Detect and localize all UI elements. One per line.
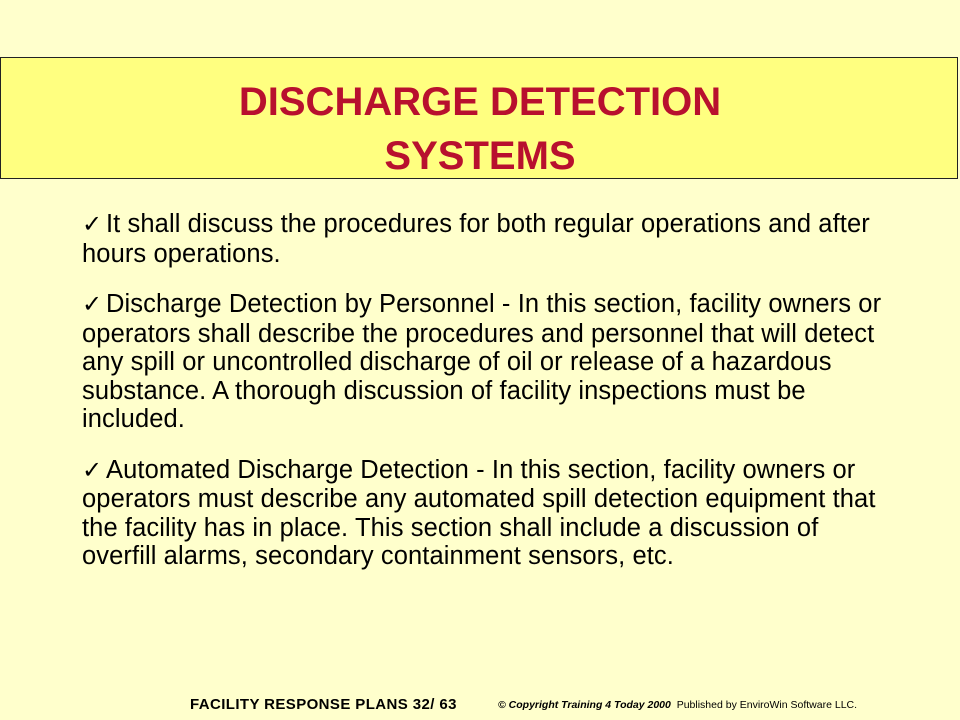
footer-course-name: FACILITY RESPONSE PLANS	[190, 696, 409, 713]
bullet-item	[82, 456, 882, 571]
footer-copyright: © Copyright Training 4 Today 2000	[498, 699, 671, 711]
bullet-text: Discharge Detection by Personnel - In this section, facility owners or operators shall describe the procedures and personnel that will detect any spill or uncontrolled discharge of oil or release of a hazardous substance. A thorough discussion of facility inspections must be included.	[82, 290, 882, 433]
footer-credits	[498, 699, 857, 711]
bullet-list	[82, 210, 882, 593]
slide-title-line-2: SYSTEMS	[384, 134, 576, 178]
checkmark-icon: ✓	[82, 211, 103, 238]
bullet-text: Automated Discharge Detection - In this section, facility owners or operators must describe any automated spill detection equipment that the facility has in place. This section shall include a discussion of overfill alarms, secondary containment sensors, etc.	[82, 455, 876, 570]
bullet-text: It shall discuss the procedures for both regular operations and after hours operations.	[82, 210, 870, 268]
footer-page-number: 32/ 63	[412, 696, 457, 713]
checkmark-icon: ✓	[82, 291, 103, 318]
bullet-item	[82, 290, 882, 434]
checkmark-icon: ✓	[82, 456, 103, 484]
slide-title-line-1: DISCHARGE DETECTION	[238, 80, 722, 124]
footer-course	[190, 696, 457, 713]
footer-publisher: Published by EnviroWin Software LLC.	[676, 699, 858, 711]
bullet-item	[82, 210, 882, 268]
